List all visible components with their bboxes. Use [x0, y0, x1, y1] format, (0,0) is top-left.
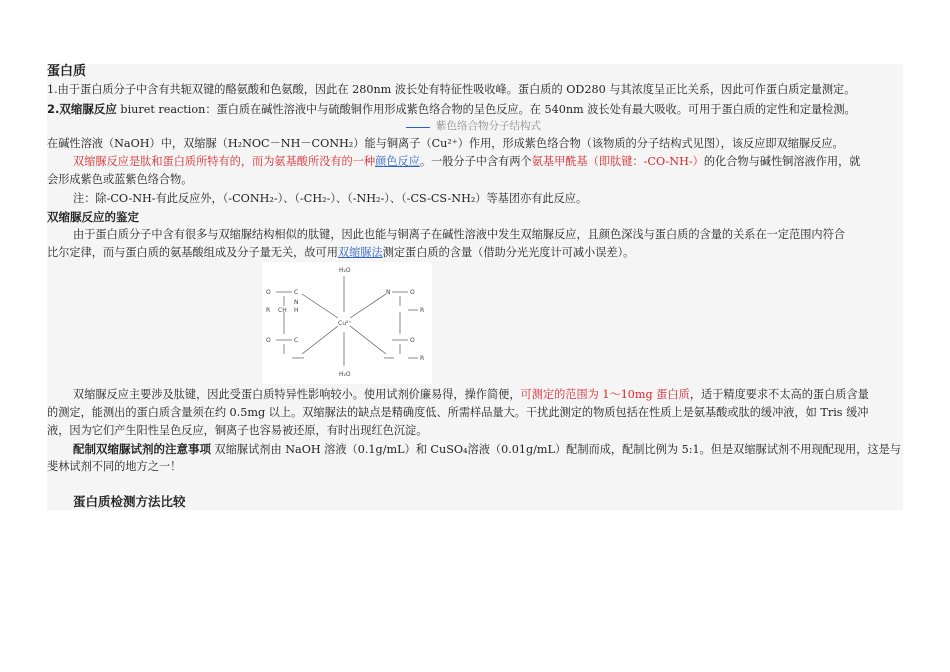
paragraph-7-line2: 的测定，能测出的蛋白质含量须在约 0.5mg 以上。双缩脲法的缺点是精确度低、所需样品量大。干扰此测定的物质包括在性质上是氨基酸或肽的缓冲液，如 Tris 缓冲 [47, 406, 869, 419]
biuret-method-link[interactable]: 双缩脲法 [337, 246, 383, 259]
biuret-heading: 2.双缩脲反应 [47, 102, 117, 116]
paragraph-8-line1 [47, 441, 929, 458]
copper-ion-label: Cu²⁺ [338, 320, 352, 327]
water-bottom-label: H₂O [339, 371, 351, 378]
label-r-left: R [266, 307, 271, 314]
page-title: 蛋白质 [47, 64, 87, 79]
label-o-right-top: O [410, 289, 415, 296]
compare-heading: 蛋白质检测方法比较 [73, 494, 186, 509]
identify-heading: 双缩脲反应的鉴定 [47, 210, 139, 224]
label-r-right-bottom: R [420, 355, 425, 362]
label-n-left-top: N [294, 299, 299, 306]
paragraph-2 [47, 101, 903, 118]
label-c-left-top: C [294, 289, 299, 296]
paragraph-1: 1.由于蛋白质分子中含有共轭双键的酪氨酸和色氨酸，因此在 280nm 波长处有特征性吸收峰。蛋白质的 OD280 与其浓度呈正比关系，因此可作蛋白质定量测定。 [47, 83, 856, 96]
label-r-right-top: R [420, 307, 425, 314]
label-n-right-top: N [386, 289, 391, 296]
paragraph-4 [47, 154, 929, 170]
paragraph-7-line1 [47, 387, 929, 403]
figure-caption [406, 118, 606, 133]
paragraph-4-line2: 会形成紫色或蓝紫色络合物。 [47, 173, 193, 186]
paragraph-7-b: ，适于精度要求不太高的蛋白质含量 [689, 388, 869, 401]
paragraph-6-b: 测定蛋白质的含量（借助分光光度计可减小误差）。 [382, 246, 635, 259]
paragraph-2-text: biuret reaction：蛋白质在碱性溶液中与硫酸铜作用形成紫色络合物的呈色反应。在 540nm 波长处有最大吸收。可用于蛋白质的定性和定量检测。 [116, 103, 856, 116]
label-o-right-bottom: O [410, 337, 415, 344]
paragraph-4-rest: 的化合物与碱性铜溶液作用，就 [703, 155, 861, 168]
water-top-label: H₂O [339, 267, 351, 274]
paragraph-8-text: 双缩脲试剂由 NaOH 溶液（0.1g/mL）和 CuSO₄溶液（0.01g/mL）配制而成，配制比例为 5:1。但是双缩脲试剂不用现配现用，这是与 [211, 443, 901, 456]
paragraph-6-line1: 由于蛋白质分子中含有很多与双缩脲结构相似的肽键，因此也能与铜离子在碱性溶液中发生双缩脲反应，且颜色深浅与蛋白质的含量的关系在一定范围内符合 [73, 228, 845, 241]
paragraph-6-line2 [47, 245, 903, 261]
caption-text: 紫色络合物分子结构式 [436, 120, 541, 132]
paragraph-3: 在碱性溶液（NaOH）中，双缩脲（H₂NOC－NH－CONH₂）能与铜离子（Cu²⁺）作用，形成紫色络合物（该物质的分子结构式见图），该反应即双缩脲反应。 [47, 137, 844, 150]
paragraph-7-line3: 液，因为它们产生阳性呈色反应，铜离子也容易被还原，有时出现红色沉淀。 [47, 424, 428, 437]
paragraph-8-line2: 斐林试剂不同的地方之一！ [47, 460, 182, 473]
color-reaction-link[interactable]: 颜色反应 [375, 155, 420, 168]
note-paragraph: 注：除-CO-NH-有此反应外，（-CONH₂-）、（-CH₂-）、（-NH₂-）、（-CS-CS-NH₂）等基团亦有此反应。 [73, 192, 588, 205]
paragraph-4-red: 双缩脲反应是肽和蛋白质所特有的，而为氨基酸所没有的一种 [73, 155, 376, 168]
paragraph-7-a: 双缩脲反应主要涉及肽键，因此受蛋白质特异性影响较小。使用试剂价廉易得，操作简便， [73, 388, 521, 401]
paragraph-6-a: 比尔定律，而与蛋白质的氨基酸组成及分子量无关，故可用 [47, 246, 338, 259]
complex-structure-figure [262, 262, 432, 384]
label-ch-left: CH [278, 307, 287, 314]
label-c-left-bottom: C [294, 337, 299, 344]
peptide-bond-text: 氨基甲酰基（即肽键：-CO-NH-） [531, 155, 704, 168]
reagent-note-heading: 配制双缩脲试剂的注意事项 [73, 442, 211, 456]
measure-range-text: 可测定的范围为 1～10mg 蛋白质 [520, 388, 690, 401]
label-h-left-top: H [294, 307, 299, 314]
structure-diagram [262, 262, 432, 384]
caption-link-bar[interactable] [406, 118, 430, 128]
label-o-left-bottom: O [266, 337, 271, 344]
paragraph-4-mid: 。一般分子中含有两个 [419, 155, 532, 168]
label-o-left-top: O [266, 289, 271, 296]
